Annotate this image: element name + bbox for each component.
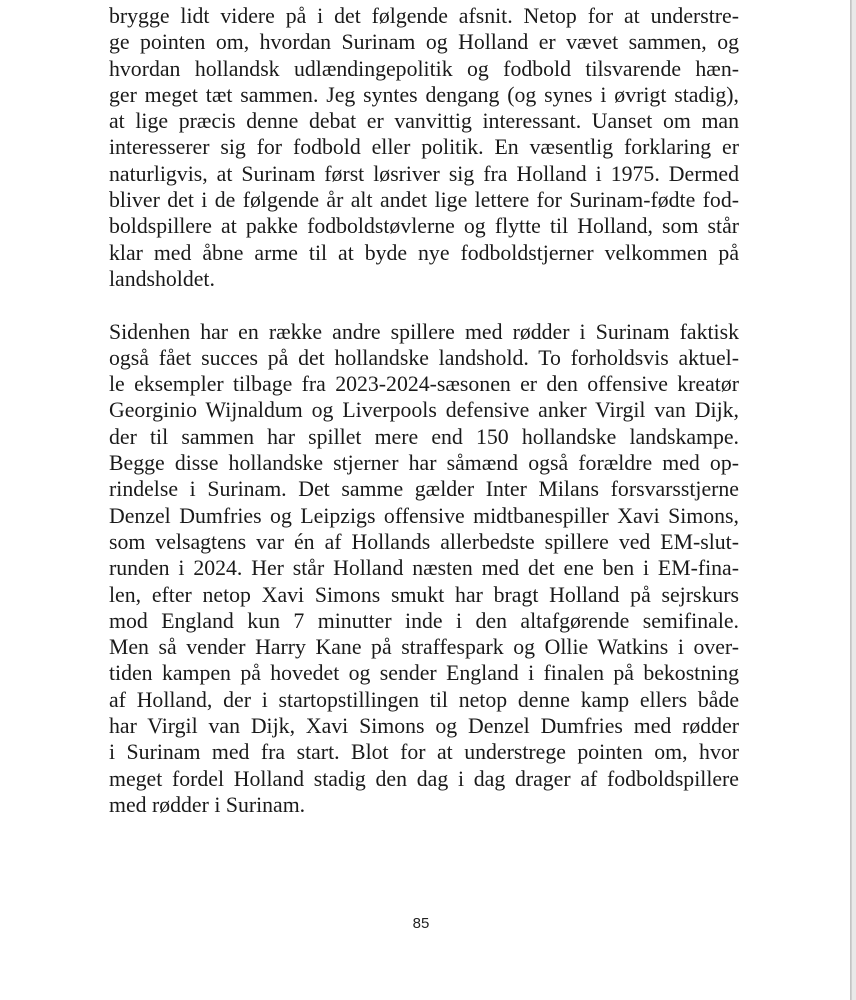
text-line: Sidenhen har en række andre spillere med rødder i Surinam faktisk [109,319,739,344]
text-line: brygge lidt videre på i det følgende afsnit. Netop for at understre- [109,4,739,28]
paragraph-2 [109,319,739,819]
text-line: boldspillere at pakke fodboldstøvlerne og flytte til Holland, som står [109,214,739,239]
page-edge-shadow [850,0,856,1000]
text-line: len, efter netop Xavi Simons smukt har bragt Holland på sejrskurs [109,582,739,607]
paragraph-gap [109,292,739,318]
text-line: naturligvis, at Surinam først løsriver sig fra Holland i 1975. Dermed [109,161,739,186]
text-line: der til sammen har spillet mere end 150 hollandske landskampe. [109,424,739,449]
paragraph-1 [109,3,739,292]
text-line: ger meget tæt sammen. Jeg syntes dengang (og synes i øvrigt stadig), [109,82,739,107]
body-text [109,0,739,818]
text-line: som velsagtens var én af Hollands allerbedste spillere ved EM-slut- [109,529,739,554]
text-line: af Holland, der i startopstillingen til netop denne kamp ellers både [109,687,739,712]
text-line: Georginio Wijnaldum og Liverpools defensive anker Virgil van Dijk, [109,398,739,423]
text-line: rindelse i Surinam. Det samme gælder Inter Milans forsvarsstjerne [109,477,739,502]
text-line: Begge disse hollandske stjerner har såmænd også forældre med op- [109,451,739,476]
text-line: med rødder i Surinam. [109,792,306,817]
text-line: at lige præcis denne debat er vanvittig interessant. Uanset om man [109,109,739,134]
text-line: hvordan hollandsk udlændingepolitik og fodbold tilsvarende hæn- [109,56,739,81]
text-line: le eksempler tilbage fra 2023-2024-sæsonen er den offensive kreatør [109,372,739,397]
text-line: Men så vender Harry Kane på straffespark og Ollie Watkins i over- [109,635,739,660]
text-line: landsholdet. [109,266,215,291]
text-line: klar med åbne arme til at byde nye fodboldstjerner velkommen på [109,240,739,265]
page-number: 85 [412,915,430,932]
text-line: bliver det i de følgende år alt andet lige lettere for Surinam-fødte fod- [109,188,739,213]
text-line: meget fordel Holland stadig den dag i dag drager af fodboldspillere [109,766,739,791]
text-line: Denzel Dumfries og Leipzigs offensive midtbanespiller Xavi Simons, [109,503,739,528]
text-line: mod England kun 7 minutter inde i den altafgørende semifinale. [109,608,739,633]
text-line: ge pointen om, hvordan Surinam og Holland er vævet sammen, og [109,30,739,55]
text-line: også fået succes på det hollandske landshold. To forholdsvis aktuel- [109,345,739,370]
text-line: har Virgil van Dijk, Xavi Simons og Denzel Dumfries med rødder [109,714,739,739]
text-line: interesserer sig for fodbold eller politik. En væsentlig forklaring er [109,135,739,160]
text-line: tiden kampen på hovedet og sender England i finalen på bekostning [109,661,739,686]
text-line: runden i 2024. Her står Holland næsten med det ene ben i EM-fina- [109,556,739,581]
text-line: i Surinam med fra start. Blot for at understrege pointen om, hvor [109,740,739,765]
